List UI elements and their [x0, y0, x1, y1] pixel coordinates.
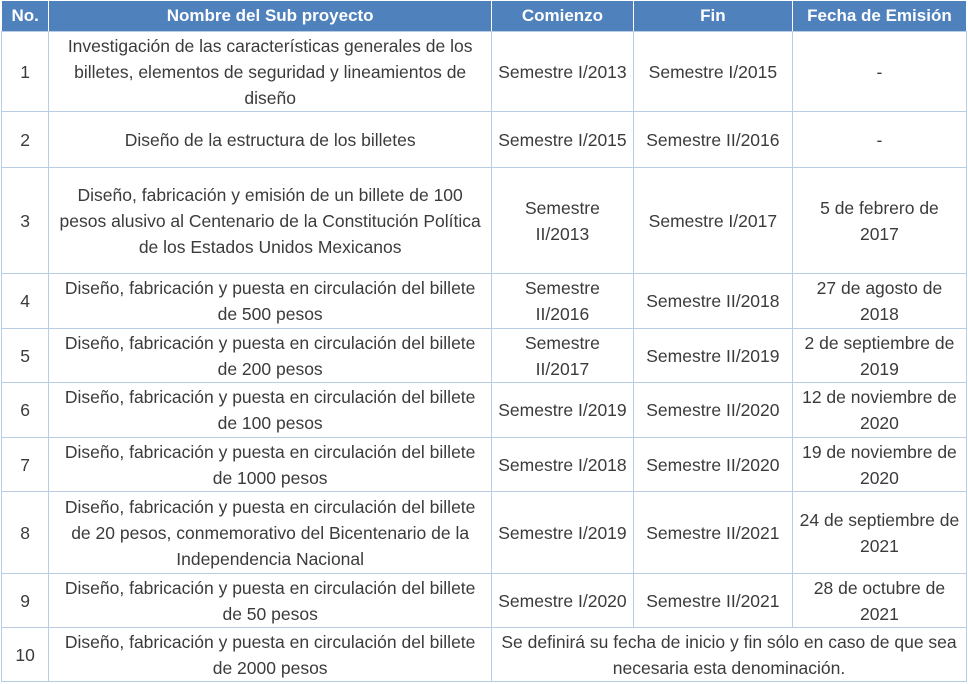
cell-no: 1 — [2, 32, 49, 112]
cell-no: 5 — [2, 329, 49, 383]
cell-no: 8 — [2, 492, 49, 574]
cell-name: Diseño, fabricación y puesta en circulación del billete de 1000 pesos — [49, 438, 492, 492]
table-row — [2, 492, 967, 574]
cell-issue-date: 5 de febrero de 2017 — [792, 168, 966, 274]
cell-start: Semestre II/2017 — [492, 329, 634, 383]
header-issue-date: Fecha de Emisión — [792, 1, 966, 32]
cell-end: Semestre II/2021 — [633, 492, 792, 574]
cell-end: Semestre II/2018 — [633, 274, 792, 329]
table-row — [2, 32, 967, 112]
table-row — [2, 274, 967, 329]
cell-note: Se definirá su fecha de inicio y fin sólo en caso de que sea necesaria esta denominación. — [492, 628, 967, 682]
cell-start: Semestre I/2020 — [492, 574, 634, 628]
cell-end: Semestre II/2020 — [633, 438, 792, 492]
cell-start: Semestre I/2013 — [492, 32, 634, 112]
header-no: No. — [2, 1, 49, 32]
cell-name: Diseño, fabricación y puesta en circulación del billete de 500 pesos — [49, 274, 492, 329]
cell-start: Semestre I/2019 — [492, 492, 634, 574]
cell-issue-date: 2 de septiembre de 2019 — [792, 329, 966, 383]
cell-issue-date: - — [792, 32, 966, 112]
cell-no: 2 — [2, 112, 49, 168]
cell-issue-date: - — [792, 112, 966, 168]
cell-name: Diseño, fabricación y puesta en circulación del billete de 20 pesos, conmemorativo del Bicentenario de la Independencia Nacional — [49, 492, 492, 574]
cell-start: Semestre I/2019 — [492, 383, 634, 438]
cell-name: Diseño, fabricación y puesta en circulación del billete de 2000 pesos — [49, 628, 492, 682]
table-header-row — [2, 1, 967, 32]
cell-issue-date: 19 de noviembre de 2020 — [792, 438, 966, 492]
header-start: Comienzo — [492, 1, 634, 32]
cell-end: Semestre II/2019 — [633, 329, 792, 383]
table-row — [2, 438, 967, 492]
table-row — [2, 168, 967, 274]
table-row — [2, 112, 967, 168]
cell-start: Semestre II/2013 — [492, 168, 634, 274]
table-row — [2, 383, 967, 438]
cell-no: 9 — [2, 574, 49, 628]
cell-issue-date: 12 de noviembre de 2020 — [792, 383, 966, 438]
cell-name: Diseño de la estructura de los billetes — [49, 112, 492, 168]
cell-issue-date: 27 de agosto de 2018 — [792, 274, 966, 329]
cell-name: Diseño, fabricación y emisión de un billete de 100 pesos alusivo al Centenario de la Constitución Política de los Estados Unidos Mexicanos — [49, 168, 492, 274]
cell-no: 6 — [2, 383, 49, 438]
cell-start: Semestre II/2016 — [492, 274, 634, 329]
cell-start: Semestre I/2018 — [492, 438, 634, 492]
cell-no: 4 — [2, 274, 49, 329]
header-name: Nombre del Sub proyecto — [49, 1, 492, 32]
cell-name: Diseño, fabricación y puesta en circulación del billete de 50 pesos — [49, 574, 492, 628]
cell-no: 7 — [2, 438, 49, 492]
header-end: Fin — [633, 1, 792, 32]
cell-issue-date: 24 de septiembre de 2021 — [792, 492, 966, 574]
subprojects-table — [1, 0, 967, 682]
cell-name: Diseño, fabricación y puesta en circulación del billete de 100 pesos — [49, 383, 492, 438]
cell-name: Investigación de las características generales de los billetes, elementos de seguridad y lineamientos de diseño — [49, 32, 492, 112]
cell-end: Semestre I/2017 — [633, 168, 792, 274]
table-row — [2, 628, 967, 682]
cell-no: 10 — [2, 628, 49, 682]
table-row — [2, 574, 967, 628]
cell-start: Semestre I/2015 — [492, 112, 634, 168]
table-row — [2, 329, 967, 383]
cell-end: Semestre I/2015 — [633, 32, 792, 112]
cell-end: Semestre II/2020 — [633, 383, 792, 438]
cell-end: Semestre II/2016 — [633, 112, 792, 168]
cell-issue-date: 28 de octubre de 2021 — [792, 574, 966, 628]
cell-end: Semestre II/2021 — [633, 574, 792, 628]
cell-name: Diseño, fabricación y puesta en circulación del billete de 200 pesos — [49, 329, 492, 383]
cell-no: 3 — [2, 168, 49, 274]
